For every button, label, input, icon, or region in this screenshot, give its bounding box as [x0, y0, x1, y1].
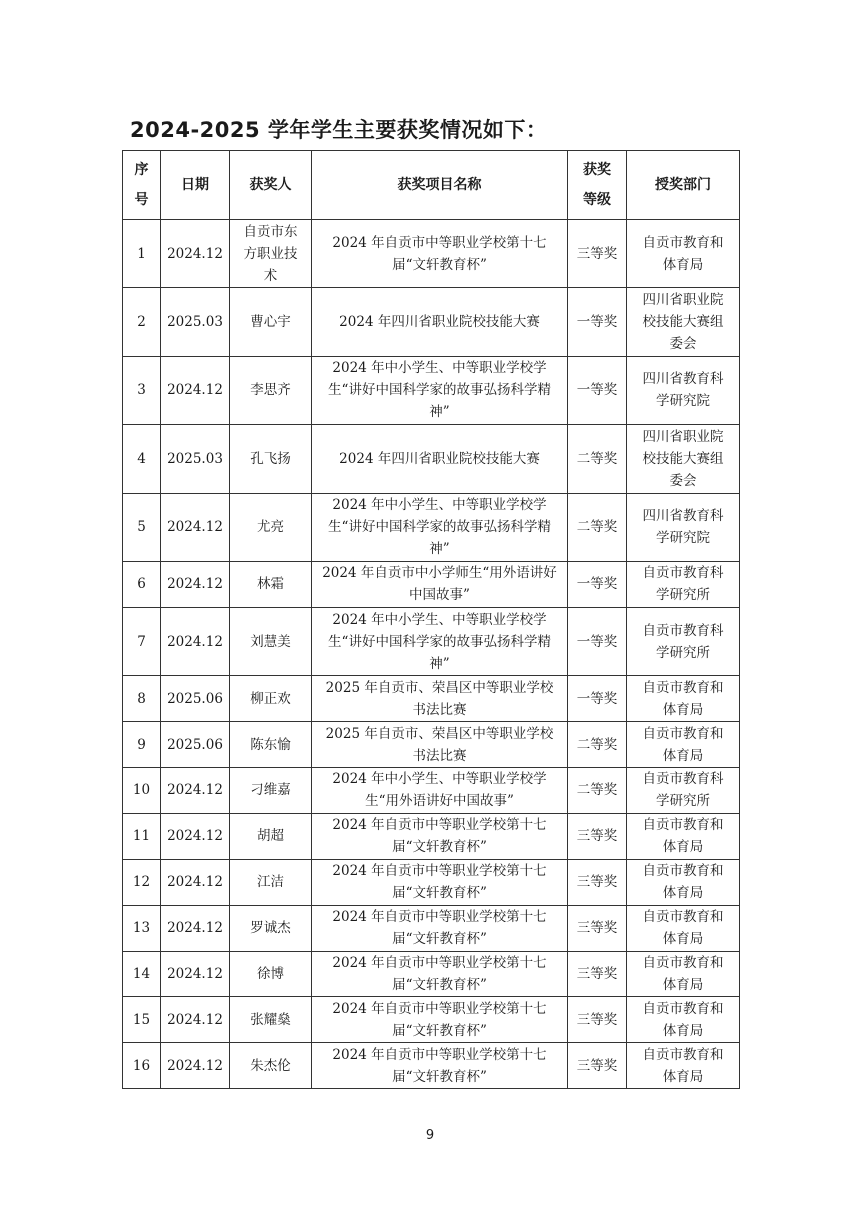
cell-project: 2024 年中小学生、中等职业学校学生“用外语讲好中国故事”	[312, 768, 568, 814]
table-row	[123, 997, 740, 1043]
cell-level: 二等奖	[568, 425, 627, 493]
cell-dept: 自贡市教育和体育局	[627, 905, 740, 951]
table-row	[123, 288, 740, 356]
cell-date: 2024.12	[161, 951, 230, 997]
cell-serial: 9	[123, 722, 161, 768]
cell-date: 2024.12	[161, 905, 230, 951]
cell-level: 三等奖	[568, 1043, 627, 1089]
cell-project: 2024 年自贡市中等职业学校第十七届“文轩教育杯”	[312, 905, 568, 951]
cell-date: 2024.12	[161, 859, 230, 905]
table-row	[123, 905, 740, 951]
cell-winner: 刘慧美	[230, 607, 312, 675]
cell-level: 一等奖	[568, 561, 627, 607]
cell-level: 三等奖	[568, 813, 627, 859]
cell-project: 2024 年中小学生、中等职业学校学生“讲好中国科学家的故事弘扬科学精神”	[312, 607, 568, 675]
page-number: 9	[425, 1128, 435, 1143]
cell-dept: 自贡市教育和体育局	[627, 1043, 740, 1089]
table-row	[123, 722, 740, 768]
cell-winner: 李思齐	[230, 356, 312, 424]
cell-serial: 14	[123, 951, 161, 997]
header-project: 获奖项目名称	[312, 151, 568, 220]
cell-winner: 刁维嘉	[230, 768, 312, 814]
table-row	[123, 356, 740, 424]
cell-winner: 朱杰伦	[230, 1043, 312, 1089]
table-row	[123, 676, 740, 722]
cell-project: 2024 年中小学生、中等职业学校学生“讲好中国科学家的故事弘扬科学精神”	[312, 493, 568, 561]
cell-date: 2024.12	[161, 220, 230, 288]
table-row	[123, 859, 740, 905]
cell-winner: 江洁	[230, 859, 312, 905]
header-level: 获奖等级	[568, 151, 627, 220]
cell-dept: 自贡市教育和体育局	[627, 951, 740, 997]
table-row	[123, 813, 740, 859]
cell-dept: 自贡市教育和体育局	[627, 220, 740, 288]
cell-dept: 四川省职业院校技能大赛组委会	[627, 425, 740, 493]
cell-winner: 自贡市东方职业技术	[230, 220, 312, 288]
cell-date: 2024.12	[161, 768, 230, 814]
cell-date: 2024.12	[161, 493, 230, 561]
cell-level: 三等奖	[568, 220, 627, 288]
cell-serial: 8	[123, 676, 161, 722]
cell-level: 三等奖	[568, 859, 627, 905]
cell-dept: 自贡市教育科学研究所	[627, 607, 740, 675]
cell-serial: 16	[123, 1043, 161, 1089]
cell-level: 三等奖	[568, 905, 627, 951]
cell-dept: 四川省教育科学研究院	[627, 356, 740, 424]
cell-winner: 尤亮	[230, 493, 312, 561]
cell-serial: 7	[123, 607, 161, 675]
cell-serial: 12	[123, 859, 161, 905]
cell-level: 一等奖	[568, 676, 627, 722]
awards-table	[122, 150, 740, 1089]
table-row	[123, 561, 740, 607]
table-row	[123, 1043, 740, 1089]
cell-serial: 13	[123, 905, 161, 951]
cell-serial: 3	[123, 356, 161, 424]
cell-level: 三等奖	[568, 951, 627, 997]
cell-project: 2024 年自贡市中等职业学校第十七届“文轩教育杯”	[312, 997, 568, 1043]
cell-dept: 自贡市教育和体育局	[627, 997, 740, 1043]
cell-level: 一等奖	[568, 288, 627, 356]
table-row	[123, 607, 740, 675]
cell-winner: 孔飞扬	[230, 425, 312, 493]
cell-project: 2025 年自贡市、荣昌区中等职业学校书法比赛	[312, 722, 568, 768]
cell-date: 2024.12	[161, 813, 230, 859]
cell-serial: 4	[123, 425, 161, 493]
table-row	[123, 220, 740, 288]
table-row	[123, 425, 740, 493]
cell-level: 三等奖	[568, 997, 627, 1043]
cell-project: 2024 年自贡市中等职业学校第十七届“文轩教育杯”	[312, 813, 568, 859]
cell-serial: 2	[123, 288, 161, 356]
cell-winner: 柳正欢	[230, 676, 312, 722]
table-header-row	[123, 151, 740, 220]
cell-winner: 陈东愉	[230, 722, 312, 768]
cell-project: 2024 年自贡市中等职业学校第十七届“文轩教育杯”	[312, 951, 568, 997]
cell-dept: 自贡市教育和体育局	[627, 859, 740, 905]
cell-dept: 自贡市教育科学研究所	[627, 768, 740, 814]
cell-winner: 罗诚杰	[230, 905, 312, 951]
cell-level: 二等奖	[568, 722, 627, 768]
cell-winner: 胡超	[230, 813, 312, 859]
cell-winner: 曹心宇	[230, 288, 312, 356]
cell-project: 2024 年自贡市中等职业学校第十七届“文轩教育杯”	[312, 1043, 568, 1089]
cell-dept: 自贡市教育和体育局	[627, 813, 740, 859]
cell-project: 2024 年四川省职业院校技能大赛	[312, 425, 568, 493]
cell-date: 2024.12	[161, 356, 230, 424]
cell-serial: 11	[123, 813, 161, 859]
cell-date: 2025.03	[161, 425, 230, 493]
cell-project: 2024 年四川省职业院校技能大赛	[312, 288, 568, 356]
cell-date: 2024.12	[161, 561, 230, 607]
cell-level: 二等奖	[568, 493, 627, 561]
cell-serial: 5	[123, 493, 161, 561]
cell-serial: 6	[123, 561, 161, 607]
cell-winner: 林霜	[230, 561, 312, 607]
cell-project: 2024 年自贡市中小学师生“用外语讲好中国故事”	[312, 561, 568, 607]
cell-serial: 10	[123, 768, 161, 814]
cell-dept: 自贡市教育和体育局	[627, 676, 740, 722]
cell-project: 2025 年自贡市、荣昌区中等职业学校书法比赛	[312, 676, 568, 722]
cell-dept: 四川省职业院校技能大赛组委会	[627, 288, 740, 356]
table-row	[123, 951, 740, 997]
cell-dept: 自贡市教育科学研究所	[627, 561, 740, 607]
cell-winner: 徐博	[230, 951, 312, 997]
cell-dept: 自贡市教育和体育局	[627, 722, 740, 768]
cell-date: 2025.03	[161, 288, 230, 356]
header-date: 日期	[161, 151, 230, 220]
table-row	[123, 493, 740, 561]
section-heading: 2024-2025 学年学生主要获奖情况如下：	[130, 118, 548, 142]
cell-level: 一等奖	[568, 356, 627, 424]
header-winner: 获奖人	[230, 151, 312, 220]
cell-date: 2025.06	[161, 722, 230, 768]
header-serial: 序号	[123, 151, 161, 220]
cell-project: 2024 年自贡市中等职业学校第十七届“文轩教育杯”	[312, 220, 568, 288]
table-row	[123, 768, 740, 814]
cell-serial: 15	[123, 997, 161, 1043]
cell-date: 2025.06	[161, 676, 230, 722]
cell-project: 2024 年中小学生、中等职业学校学生“讲好中国科学家的故事弘扬科学精神”	[312, 356, 568, 424]
cell-winner: 张耀燊	[230, 997, 312, 1043]
header-dept: 授奖部门	[627, 151, 740, 220]
cell-date: 2024.12	[161, 997, 230, 1043]
cell-date: 2024.12	[161, 607, 230, 675]
cell-project: 2024 年自贡市中等职业学校第十七届“文轩教育杯”	[312, 859, 568, 905]
cell-dept: 四川省教育科学研究院	[627, 493, 740, 561]
cell-level: 一等奖	[568, 607, 627, 675]
cell-date: 2024.12	[161, 1043, 230, 1089]
cell-serial: 1	[123, 220, 161, 288]
cell-level: 二等奖	[568, 768, 627, 814]
